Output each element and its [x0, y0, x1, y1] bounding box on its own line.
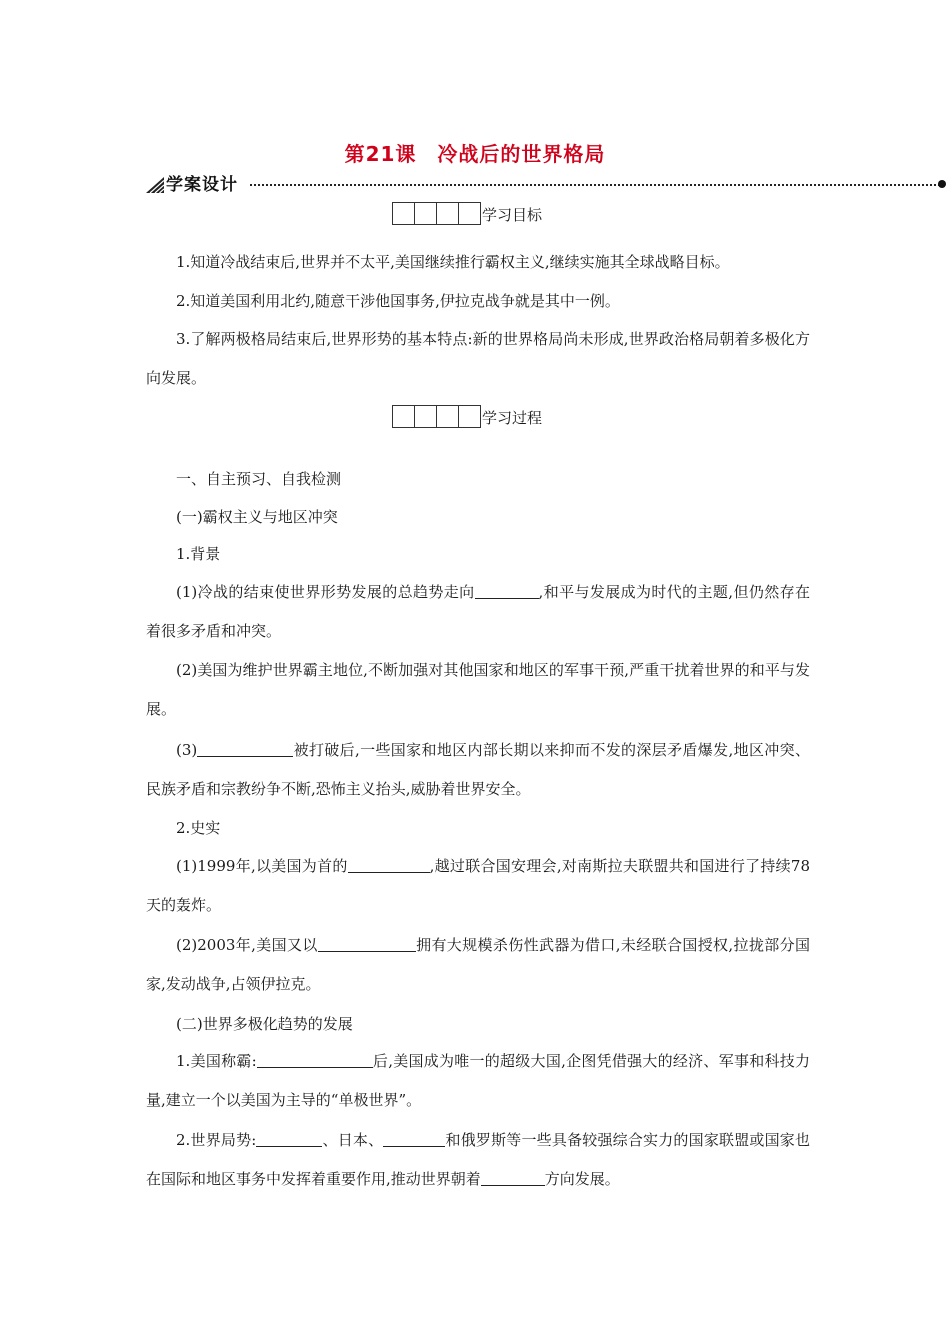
heading-box: [458, 202, 481, 225]
process-heading-label: 学习过程: [482, 409, 543, 427]
text-segment: 拥有大规模杀伤性武器为借口,未经联合国授权,拉拢部分国家,发动战争,占领伊拉克。: [146, 936, 810, 993]
text-segment: 、日本、: [322, 1131, 384, 1149]
world-situation-item: [146, 1121, 810, 1199]
fact-item-2: [146, 926, 810, 1004]
text-segment: (1)1999年,以美国为首的: [176, 857, 348, 875]
heading-box: [392, 405, 415, 428]
text-segment: 和俄罗斯等一些具备较强综合实力的国家联盟或国家也在国际和地区事务中发挥着重要作用,推动世界朝着: [146, 1131, 810, 1188]
part2-heading: (二)世界多极化趋势的发展: [176, 1015, 353, 1033]
fact-item-1: [146, 847, 810, 925]
fill-blank[interactable]: [383, 1130, 445, 1147]
part1-heading: (一)霸权主义与地区冲突: [176, 508, 338, 526]
text-segment: 1.美国称霸:: [176, 1052, 257, 1070]
heading-box: [414, 405, 437, 428]
background-heading: 1.背景: [176, 545, 221, 563]
text-segment: ,越过联合国安理会,对南斯拉夫联盟共和国进行了持续78天的轰炸。: [146, 857, 810, 914]
goal-item: 3.了解两极格局结束后,世界形势的基本特点:新的世界格局尚未形成,世界政治格局朝着多极化方向发展。: [146, 330, 810, 387]
heading-box: [458, 405, 481, 428]
us-hegemony-item: [146, 1042, 810, 1120]
dotted-rule: [250, 184, 940, 186]
fill-blank[interactable]: [348, 856, 430, 873]
text-segment: 后,美国成为唯一的超级大国,企图凭借强大的经济、军事和科技力量,建立一个以美国为主导的“单极世界”。: [146, 1052, 810, 1109]
triangle-stripe-icon: [146, 177, 164, 193]
fill-blank[interactable]: [475, 582, 539, 599]
heading-box: [436, 202, 459, 225]
text-segment: 被打破后,一些国家和地区内部长期以来抑而不发的深层矛盾爆发,地区冲突、民族矛盾和宗教纷争不断,恐怖主义抬头,威胁着世界安全。: [146, 741, 810, 798]
fill-blank[interactable]: [318, 935, 416, 952]
fill-blank[interactable]: [256, 1130, 322, 1147]
rule-endpoint: [938, 180, 946, 188]
text-segment: 方向发展。: [544, 1170, 620, 1188]
fill-blank[interactable]: [197, 740, 293, 757]
banner-label: 学案设计: [166, 175, 238, 195]
goal-item: 1.知道冷战结束后,世界并不太平,美国继续推行霸权主义,继续实施其全球战略目标。: [176, 253, 730, 271]
lesson-title: 第21课 冷战后的世界格局: [344, 142, 606, 166]
heading-box: [414, 202, 437, 225]
section-banner: [146, 175, 946, 195]
background-item-2: (2)美国为维护世界霸主地位,不断加强对其他国家和地区的军事干预,严重干扰着世界的和平与发展。: [146, 661, 810, 718]
text-segment: (1)冷战的结束使世界形势发展的总趋势走向: [176, 583, 475, 601]
background-item-3: [146, 731, 810, 809]
fill-blank[interactable]: [257, 1051, 373, 1068]
facts-heading: 2.史实: [176, 819, 221, 837]
background-item-1: [146, 573, 810, 651]
text-segment: ,和平与发展成为时代的主题,但仍然存在着很多矛盾和冲突。: [146, 583, 810, 640]
text-segment: (3): [176, 741, 198, 759]
heading-box: [436, 405, 459, 428]
goal-item: 2.知道美国利用北约,随意干涉他国事务,伊拉克战争就是其中一例。: [176, 292, 620, 310]
text-segment: 2.世界局势:: [176, 1131, 257, 1149]
heading-box: [392, 202, 415, 225]
fill-blank[interactable]: [481, 1169, 545, 1186]
process-heading: [392, 404, 542, 428]
goals-heading: [392, 201, 542, 225]
text-segment: (2)2003年,美国又以: [176, 936, 318, 954]
process-heading-1: 一、自主预习、自我检测: [176, 470, 342, 488]
goals-heading-label: 学习目标: [482, 206, 543, 224]
